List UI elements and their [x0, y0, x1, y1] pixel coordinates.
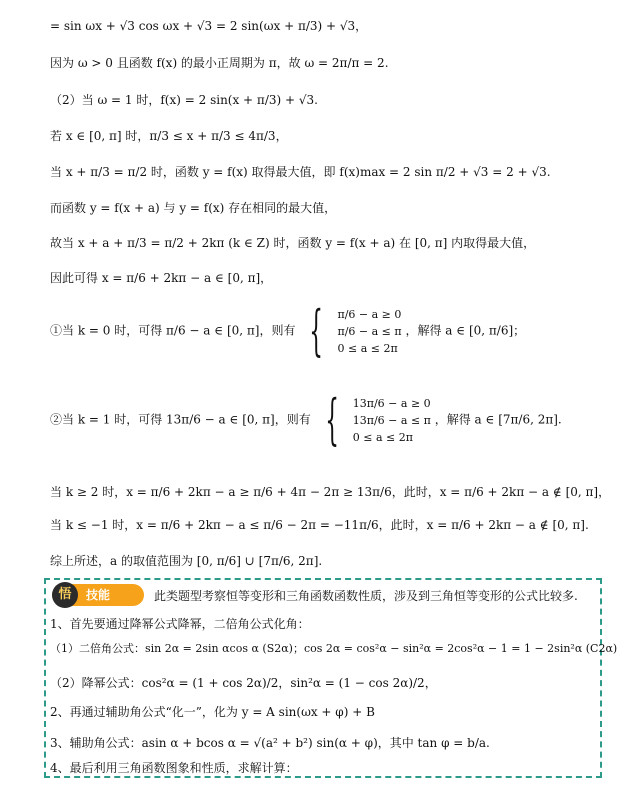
text-line: 综上所述，a 的取值范围为 [0, π/6] ∪ [7π/6, 2π]. — [50, 554, 323, 568]
condition: 0 ≤ a ≤ 2π — [352, 430, 413, 444]
case-1-conditions — [337, 306, 401, 357]
tip-item: 1、首先要通过降幂公式降幂，二倍角公式化角： — [50, 617, 310, 631]
tip-item: （1）二倍角公式：sin 2α = 2sin αcos α (S2α)；cos 2α = cos²α − sin²α = 2cos²α − 1 = 1 − 2sin²α (C2α) — [50, 642, 618, 655]
tip-item: 2、再通过辅助角公式“化一”，化为 y = A sin(ωx + φ) + B — [50, 705, 375, 719]
brace: { — [324, 388, 339, 451]
text-line: 因此可得 x = π/6 + 2kπ − a ∈ [0, π]， — [50, 271, 273, 285]
text-line: （2）当 ω = 1 时，f(x) = 2 sin(x + π/3) + √3. — [50, 93, 318, 107]
tip-badge-label: 技能 — [86, 588, 111, 602]
text-line: 若 x ∈ [0, π] 时，π/3 ≤ x + π/3 ≤ 4π/3， — [50, 129, 288, 143]
tip-item: 4、最后利用三角函数图象和性质，求解计算： — [50, 761, 298, 775]
case-1-lead: ①当 k = 0 时，可得 π/6 − a ∈ [0, π]，则有 — [50, 323, 296, 338]
case-2-conditions — [353, 395, 431, 446]
tip-intro: 此类题型考察恒等变形和三角函数函数性质，涉及到三角恒等变形的公式比较多. — [154, 589, 578, 603]
case-2 — [50, 388, 562, 451]
case-1 — [50, 299, 526, 362]
brace: { — [309, 299, 324, 362]
text-line: 故当 x + a + π/3 = π/2 + 2kπ (k ∈ Z) 时，函数 y = f(x + a) 在 [0, π] 内取得最大值， — [50, 236, 536, 250]
text-line: 当 k ≥ 2 时，x = π/6 + 2kπ − a ≥ π/6 + 4π − 2π ≥ 13π/6，此时，x = π/6 + 2kπ − a ∉ [0, π]， — [50, 485, 611, 499]
text-line: 当 k ≤ −1 时，x = π/6 + 2kπ − a ≤ π/6 − 2π = −11π/6，此时，x = π/6 + 2kπ − a ∉ [0, π]. — [50, 518, 589, 532]
tip-item: 3、辅助角公式：asin α + bcos α = √(a² + b²) sin(α + φ)，其中 tan φ = b/a. — [50, 736, 490, 750]
case-2-lead: ②当 k = 1 时，可得 13π/6 − a ∈ [0, π]，则有 — [50, 412, 311, 427]
text-line: 而函数 y = f(x + a) 与 y = f(x) 存在相同的最大值， — [50, 201, 337, 215]
condition: 0 ≤ a ≤ 2π — [337, 341, 398, 355]
tip-item: （2）降幂公式：cos²α = (1 + cos 2α)/2，sin²α = (1 − cos 2α)/2， — [50, 676, 437, 690]
tip-badge — [52, 584, 144, 606]
condition: π/6 − a ≥ 0 — [337, 307, 402, 321]
case-2-result: ，解得 a ∈ [7π/6, 2π]. — [434, 412, 562, 427]
case-1-result: ，解得 a ∈ [0, π/6]； — [405, 323, 526, 338]
tip-badge-icon: 悟 — [52, 582, 78, 608]
condition: 13π/6 − a ≤ π — [352, 413, 431, 427]
text-line: 当 x + π/3 = π/2 时，函数 y = f(x) 取得最大值，即 f(x)max = 2 sin π/2 + √3 = 2 + √3. — [50, 165, 551, 179]
condition: π/6 − a ≤ π — [337, 324, 402, 338]
condition: 13π/6 − a ≥ 0 — [352, 396, 431, 410]
text-line: 因为 ω > 0 且函数 f(x) 的最小正周期为 π，故 ω = 2π/π = 2. — [50, 56, 389, 70]
text-line: = sin ωx + √3 cos ωx + √3 = 2 sin(ωx + π/3) + √3， — [50, 19, 368, 33]
